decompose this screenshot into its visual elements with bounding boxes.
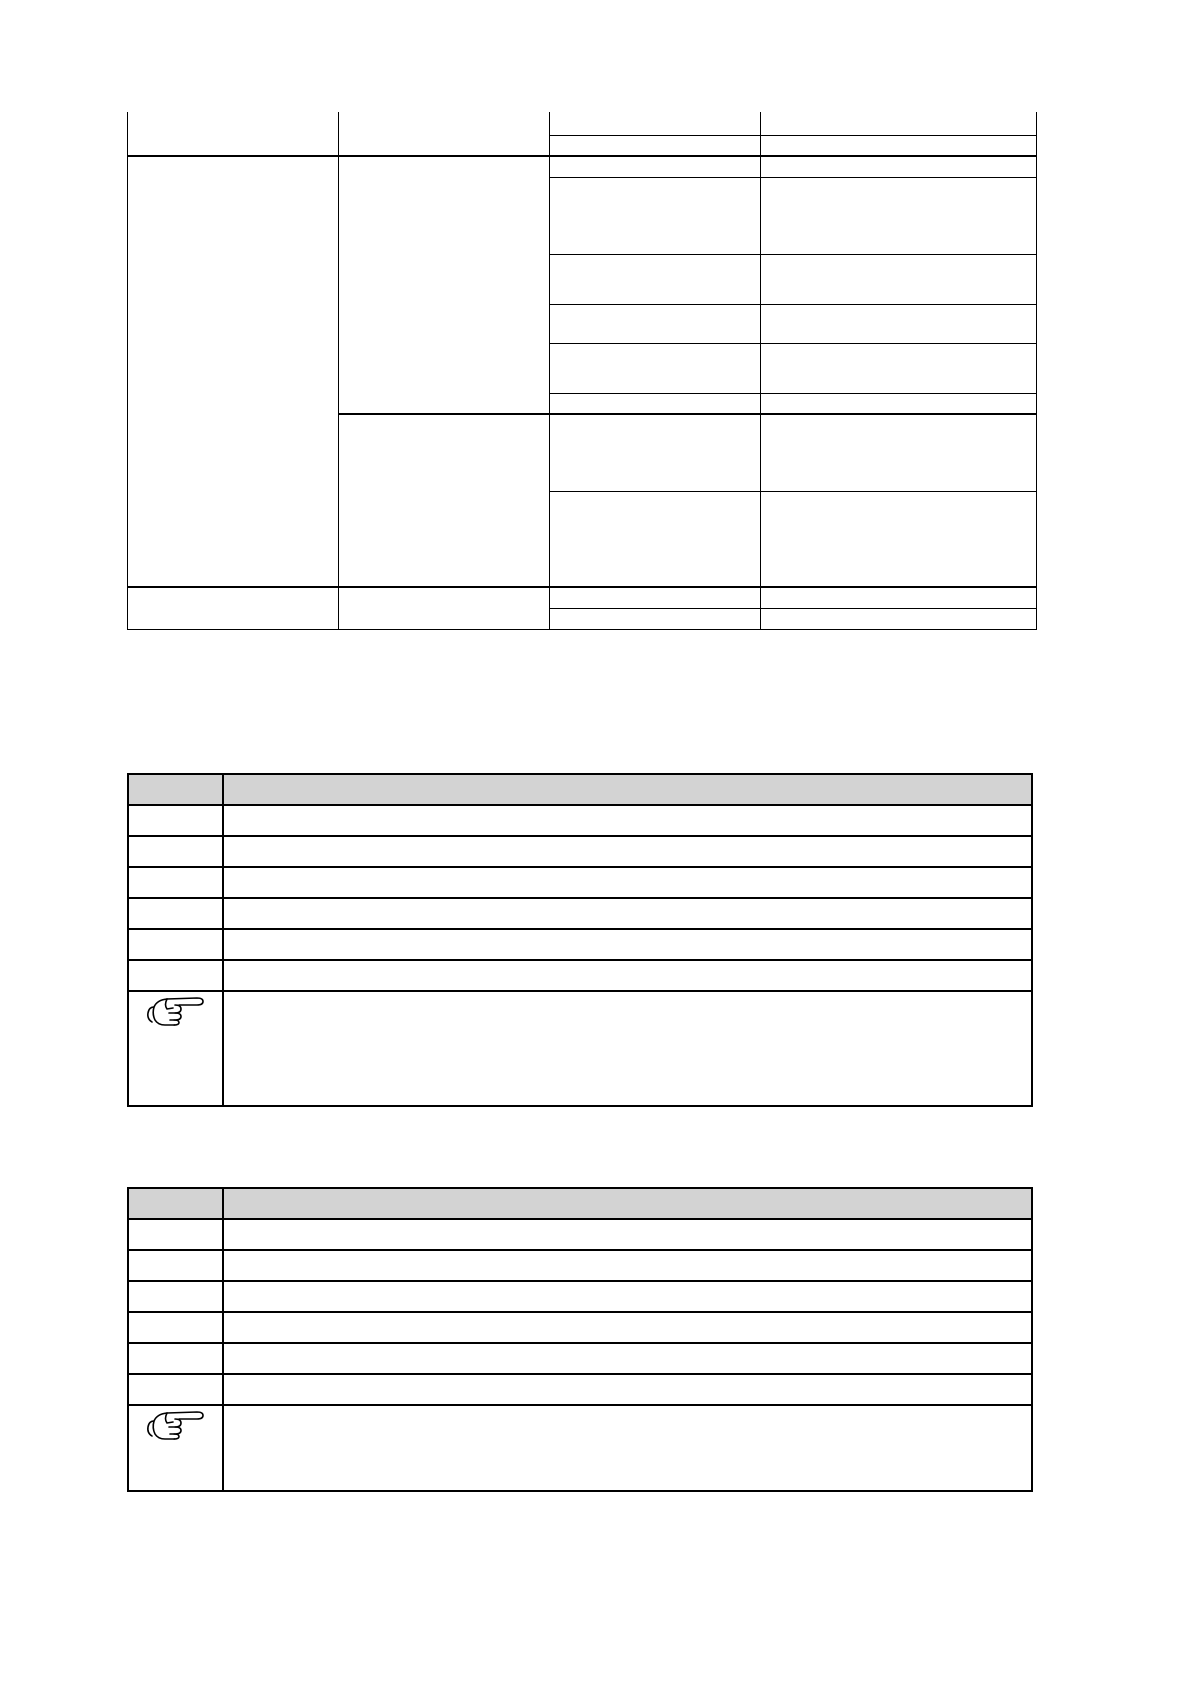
code-cell xyxy=(128,1312,223,1343)
spec-cell xyxy=(550,393,761,414)
spec-cell xyxy=(761,156,1037,177)
table-header-row xyxy=(128,1188,1032,1219)
spec-cell xyxy=(550,304,761,343)
pointing-hand-icon xyxy=(145,1407,207,1444)
code-table-b xyxy=(127,1187,1033,1492)
spec-cell xyxy=(761,587,1037,608)
code-cell xyxy=(128,929,223,960)
description-cell xyxy=(223,960,1032,991)
column-header xyxy=(128,1188,223,1219)
description-cell xyxy=(223,929,1032,960)
spec-cell xyxy=(550,608,761,629)
table-row xyxy=(128,929,1032,960)
table-row xyxy=(128,867,1032,898)
spec-cell xyxy=(550,414,761,491)
spec-cell xyxy=(761,343,1037,393)
description-cell xyxy=(223,898,1032,929)
table-row xyxy=(128,112,1037,135)
spec-cell xyxy=(761,393,1037,414)
code-cell xyxy=(128,898,223,929)
spec-cell xyxy=(761,414,1037,491)
description-cell xyxy=(223,805,1032,836)
description-cell xyxy=(223,836,1032,867)
spec-table xyxy=(127,112,1037,630)
table-row xyxy=(128,805,1032,836)
spec-cell xyxy=(339,587,550,629)
table-row xyxy=(128,1374,1032,1405)
code-cell xyxy=(128,1281,223,1312)
code-cell xyxy=(128,1374,223,1405)
column-header xyxy=(223,774,1032,805)
table-row xyxy=(128,898,1032,929)
note-text xyxy=(223,1405,1032,1491)
description-cell xyxy=(223,1312,1032,1343)
spec-cell xyxy=(761,177,1037,254)
code-cell xyxy=(128,1343,223,1374)
spec-cell xyxy=(339,112,550,156)
column-header xyxy=(223,1188,1032,1219)
description-cell xyxy=(223,867,1032,898)
description-cell xyxy=(223,1219,1032,1250)
spec-cell xyxy=(761,608,1037,629)
spec-cell xyxy=(761,135,1037,156)
pointing-hand-icon xyxy=(145,993,207,1030)
spec-cell xyxy=(761,112,1037,135)
code-cell xyxy=(128,1250,223,1281)
note-row xyxy=(128,991,1032,1106)
column-header xyxy=(128,774,223,805)
spec-cell xyxy=(128,156,339,587)
table-row xyxy=(128,1219,1032,1250)
code-cell xyxy=(128,1219,223,1250)
table-row xyxy=(128,1281,1032,1312)
table-row xyxy=(128,1250,1032,1281)
spec-cell xyxy=(550,112,761,135)
note-text xyxy=(223,991,1032,1106)
spec-cell xyxy=(550,177,761,254)
description-cell xyxy=(223,1250,1032,1281)
table-header-row xyxy=(128,774,1032,805)
code-cell xyxy=(128,805,223,836)
note-icon-cell xyxy=(128,1405,223,1491)
spec-cell xyxy=(550,491,761,587)
spec-cell xyxy=(761,304,1037,343)
spec-cell xyxy=(550,343,761,393)
description-cell xyxy=(223,1343,1032,1374)
description-cell xyxy=(223,1281,1032,1312)
spec-cell xyxy=(128,587,339,629)
description-cell xyxy=(223,1374,1032,1405)
spec-cell xyxy=(550,587,761,608)
code-table-a xyxy=(127,773,1033,1107)
spec-cell xyxy=(128,112,339,156)
spec-cell xyxy=(550,135,761,156)
table-row xyxy=(128,156,1037,177)
table-row xyxy=(128,1343,1032,1374)
table-row xyxy=(128,960,1032,991)
table-row xyxy=(128,1312,1032,1343)
spec-cell xyxy=(761,254,1037,304)
note-row xyxy=(128,1405,1032,1491)
spec-cell xyxy=(339,414,550,587)
code-cell xyxy=(128,960,223,991)
spec-cell xyxy=(761,491,1037,587)
spec-cell xyxy=(550,156,761,177)
code-cell xyxy=(128,836,223,867)
spec-cell xyxy=(339,156,550,414)
table-row xyxy=(128,836,1032,867)
spec-cell xyxy=(550,254,761,304)
note-icon-cell xyxy=(128,991,223,1106)
table-row xyxy=(128,587,1037,608)
code-cell xyxy=(128,867,223,898)
